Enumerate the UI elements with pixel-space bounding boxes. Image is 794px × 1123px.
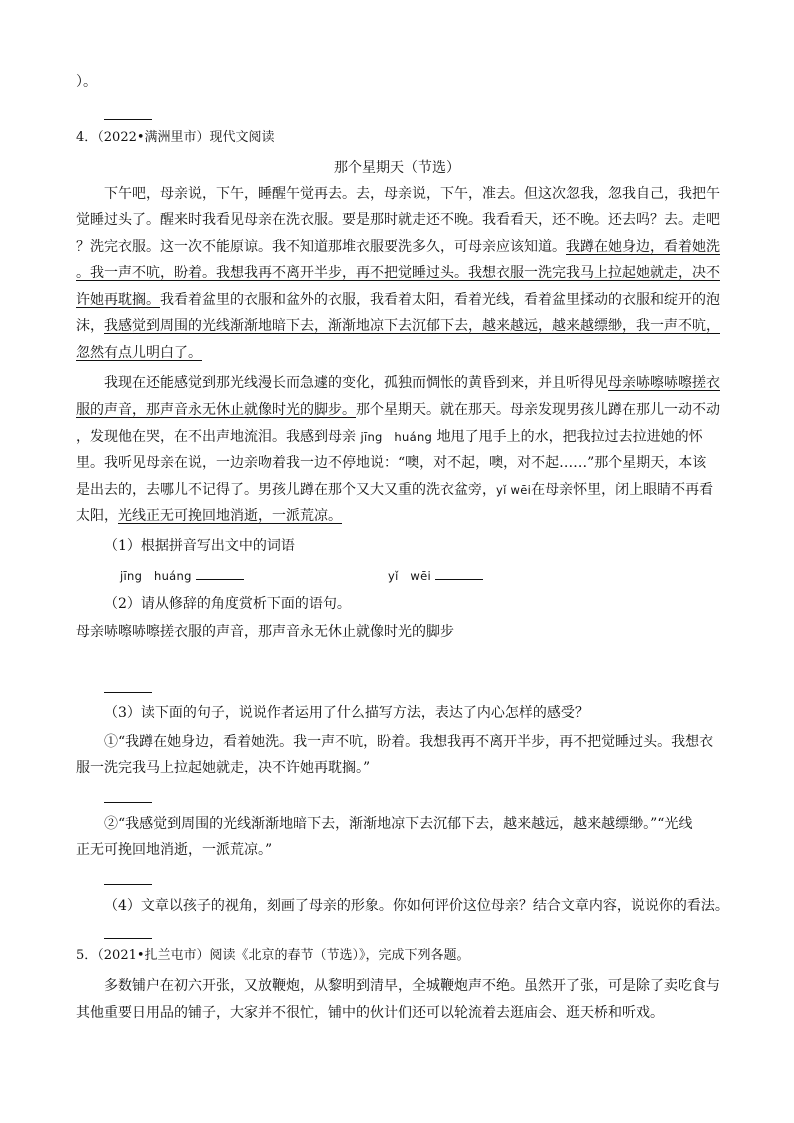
question-5-header: 5．（2021•扎兰屯市）阅读《北京的春节（节选）》，完成下列各题。 <box>76 948 470 963</box>
underlined-text: 服的声音，那声音永无休止就像时光的脚步。 <box>76 402 356 418</box>
passage-line <box>76 427 703 447</box>
underlined-line: 。我一声不吭，盼着。我想我再不离开半步，再不把觉睡过头。我想衣服一洗完我马上拉起她就走，决不 <box>76 265 720 281</box>
passage-line <box>76 316 720 336</box>
subquestion-4: （4）文章以孩子的视角，刻画了母亲的形象。你如何评价这位母亲？结合文章内容，说说你的看法。 <box>104 898 729 914</box>
answer-blank <box>196 567 244 580</box>
quoted-sentence: 正无可挽回地消逝，一派荒凉。” <box>76 842 273 858</box>
pinyin-text: jīng huáng <box>360 430 433 444</box>
previous-question-tail: ）。 <box>76 74 97 90</box>
underlined-text: 光线正无可挽回地消逝，一派荒凉。 <box>118 508 342 524</box>
pinyin-fill-2 <box>388 566 483 586</box>
pinyin-fill-1 <box>120 566 244 586</box>
passage-text: 是出去的，去哪儿不记得了。男孩儿蹲在那个又大又重的洗衣盆旁， <box>76 482 496 498</box>
passage-line <box>76 290 720 310</box>
passage-text: ？洗完衣服。这一次不能原谅。我不知道那堆衣服要洗多久，可母亲应该知道。 <box>76 239 566 255</box>
pinyin-text: jīng huáng <box>120 569 192 583</box>
passage-text: 太阳， <box>76 508 118 524</box>
subquestion-3: （3）读下面的句子，说说作者运用了什么描写方法，表达了内心怎样的感受？ <box>104 705 589 721</box>
underlined-text: 母亲哧嚓哧嚓搓衣 <box>608 375 720 391</box>
quoted-sentence: 服一洗完我马上拉起她就走，决不许她再耽搁。” <box>76 760 371 776</box>
underlined-text: 许她再耽搁。 <box>76 292 160 308</box>
passage-line <box>76 506 342 526</box>
pinyin-text: yǐ wēi <box>388 569 431 583</box>
passage-line: 其他重要日用品的铺子，大家并不很忙，铺中的伙计们还可以轮流着去逛庙会、逛天桥和听戏。 <box>76 1005 664 1021</box>
passage-line <box>76 400 720 420</box>
passage-text: 地甩了甩手上的水，把我拉过去拉进她的怀 <box>436 429 703 445</box>
passage-text: 我看着盆里的衣服和盆外的衣服，我看着太阳，看着光线，看着盆里揉动的衣服和绽开的泡 <box>160 292 720 308</box>
underlined-line: 忽然有点儿明白了。 <box>76 345 202 361</box>
passage-line: 觉睡过头了。醒来时我看见母亲在洗衣服。要是那时就走还不晚。我看看天，还不晚。还去吗？去。走吧 <box>76 212 720 228</box>
underlined-text: 我蹲在她身边，看着她洗 <box>566 239 720 255</box>
pinyin-text: yǐ wēi <box>496 483 532 497</box>
underlined-text: 我感觉到周围的光线渐渐地暗下去，渐渐地凉下去沉郁下去，越来越远，越来越缥缈，我一声不吭， <box>104 318 720 334</box>
answer-blank <box>104 692 152 693</box>
answer-blank <box>104 938 152 939</box>
subquestion-2: （2）请从修辞的角度赏析下面的语句。 <box>104 596 351 612</box>
passage-text: ，发现他在哭，在不出声地流泪。我感到母亲 <box>76 429 356 445</box>
quoted-sentence: ②“我感觉到周围的光线渐渐地暗下去，渐渐地凉下去沉郁下去，越来越远，越来越缥缈。”“光线 <box>104 816 693 832</box>
passage-line <box>76 237 720 257</box>
passage-title: 那个星期天（节选） <box>334 160 460 176</box>
passage-line: 里。我听见母亲在说，一边亲吻着我一边不停地说：“噢，对不起，噢，对不起……”那个星期天，本该 <box>76 455 707 471</box>
answer-blank <box>104 802 152 803</box>
passage-text: 沫， <box>76 318 104 334</box>
quoted-sentence: ①“我蹲在她身边，看着她洗。我一声不吭，盼着。我想我再不离开半步，再不把觉睡过头。我想衣 <box>104 734 714 750</box>
passage-text: 我现在还能感觉到那光线漫长而急遽的变化，孤独而惆怅的黄昏到来，并且听得见 <box>104 375 608 391</box>
answer-blank <box>104 884 152 885</box>
subquestion-1: （1）根据拼音写出文中的词语 <box>104 538 295 554</box>
question-4-header: 4．（2022•满洲里市）现代文阅读 <box>76 130 275 145</box>
passage-line: 下午吧，母亲说，下午，睡醒午觉再去。去，母亲说，下午，准去。但这次忽我，忽我自己，我把午 <box>104 186 720 202</box>
quoted-sentence: 母亲哧嚓哧嚓搓衣服的声音，那声音永无休止就像时光的脚步 <box>76 624 454 640</box>
answer-blank <box>104 119 152 120</box>
answer-blank <box>435 567 483 580</box>
passage-text: 在母亲怀里，闭上眼睛不再看 <box>531 482 714 498</box>
passage-line <box>76 480 713 500</box>
passage-line <box>104 373 720 393</box>
passage-line: 多数铺户在初六开张，又放鞭炮，从黎明到清早，全城鞭炮声不绝。虽然开了张，可是除了卖吃食与 <box>104 978 720 994</box>
passage-text: 那个星期天。就在那天。母亲发现男孩儿蹲在那儿一动不动 <box>356 402 720 418</box>
